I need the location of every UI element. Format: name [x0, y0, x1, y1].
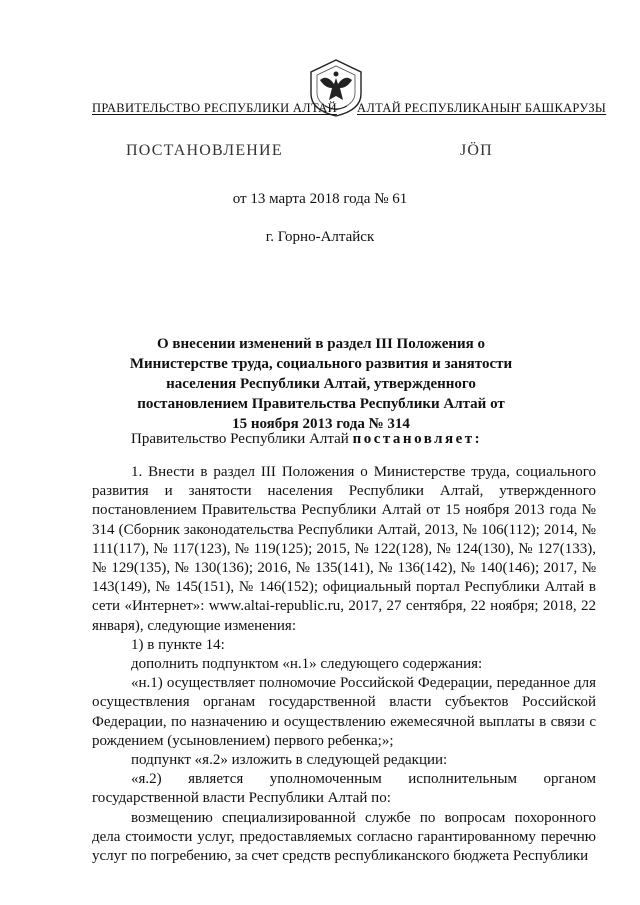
doc-type-right: JÖП [460, 142, 493, 159]
document-body [92, 463, 596, 866]
paragraph: подпункт «я.2» изложить в следующей редакции: [131, 752, 448, 769]
header-right-title: АЛТАЙ РЕСПУБЛИКАНЫҤ БАШКАРУЗЫ [357, 101, 607, 115]
city-line: г. Горно-Алтайск [265, 229, 375, 245]
doc-type-left: ПОСТАНОВЛЕНИЕ [126, 142, 283, 159]
paragraph: дополнить подпунктом «н.1» следующего содержания: [131, 656, 483, 673]
intro-line [131, 431, 482, 448]
intro-verb: постановляет: [352, 431, 483, 447]
paragraph: 1) в пункте 14: [131, 636, 225, 653]
paragraph: «я.2) является уполномоченным исполнительным органом государственной власти Республики Алтай по: [92, 771, 596, 807]
intro-lead: Правительство Республики Алтай [131, 431, 349, 447]
paragraph: 1. Внести в раздел III Положения о Министерстве труда, социального развития и занятости населения Республики Алтай, утвержденного постановлением Правительства Республики Алтай от 15 ноября 2013 года № 314 (Сборник законодательства Республики Алтай, 2013, № 106(112); 2014, № 111(117), № 117(123), № 119(125); 2015, № 122(128), № 124(130), № 127(133), № 129(135), № 130(136); 2016, № 135(141), № 136(142), № 140(146); 2017, № 143(149), № 145(151), № 146(152); официальный портал Республики Алтай в сети «Интернет»: www.altai-republic.ru, 2017, 27 сентября, 22 ноября; 2018, 22 января), следующие изменения: [92, 464, 596, 634]
date-line: от 13 марта 2018 года № 61 [232, 191, 408, 207]
header-left-title: ПРАВИТЕЛЬСТВО РЕСПУБЛИКИ АЛТАЙ [92, 101, 337, 115]
paragraph: возмещению специализированной службе по вопросам похоронного дела стоимости услуг, предоставляемых согласно гарантированному перечню услуг по погребению, за счет средств республиканского бюджета Республики [92, 809, 596, 865]
paragraph: «н.1) осуществляет полномочие Российской Федерации, переданное для осуществления органам государственной власти субъектов Российской Федерации, по назначению и осуществлению ежемесячной выплаты в связи с рождением (усыновлением) первого ребенка;»; [92, 675, 596, 749]
document-title: О внесении изменений в раздел III Положения о Министерстве труда, социального развития и занятости населения Республики Алтай, утвержденного постановлением Правительства Республики Алтай от 15 ноября 2013 года № 314 [129, 336, 513, 432]
